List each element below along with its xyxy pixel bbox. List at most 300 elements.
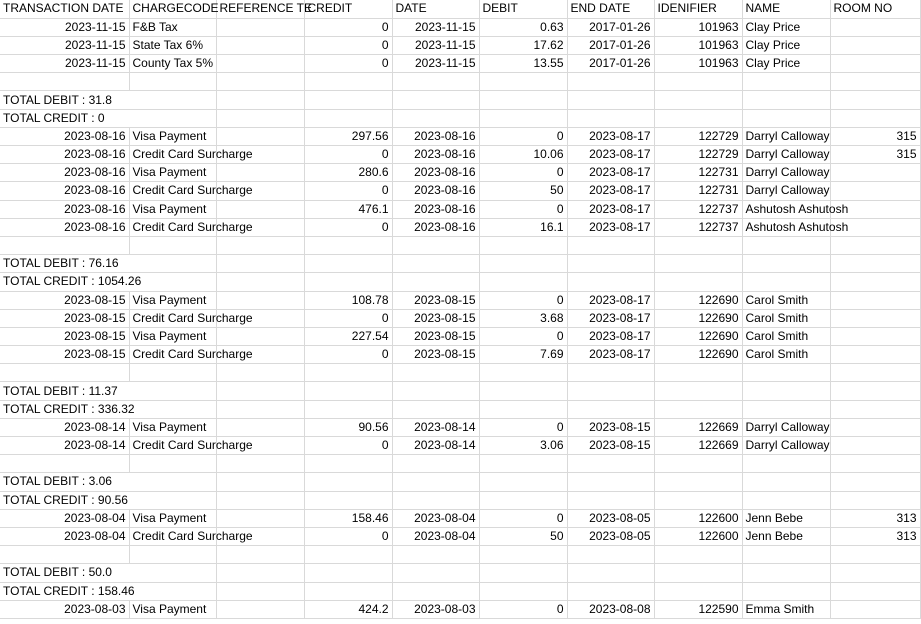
empty-cell[interactable] [479,255,567,273]
cell-name[interactable]: Darryl Calloway [742,164,830,182]
cell-credit[interactable]: 0 [304,55,392,73]
total-label[interactable]: TOTAL CREDIT : 336.32 [0,400,129,418]
cell-room-no[interactable]: 313 [830,527,920,545]
cell-credit[interactable]: 108.78 [304,291,392,309]
cell-transaction-date[interactable]: 2023-08-03 [0,600,129,618]
cell-chargecode[interactable]: State Tax 6% [129,36,216,54]
cell-identifier[interactable]: 122729 [654,146,742,164]
cell-transaction-date[interactable]: 2023-08-16 [0,218,129,236]
cell-credit[interactable]: 0 [304,218,392,236]
empty-cell[interactable] [479,546,567,564]
cell-identifier[interactable]: 122690 [654,309,742,327]
empty-cell[interactable] [392,400,479,418]
cell-chargecode[interactable]: F&B Tax [129,18,216,36]
cell-debit[interactable]: 0 [479,200,567,218]
empty-cell[interactable] [0,236,129,254]
empty-cell[interactable] [567,236,654,254]
empty-cell[interactable] [830,236,920,254]
cell-debit[interactable]: 7.69 [479,346,567,364]
empty-cell[interactable] [129,364,216,382]
header-cell-transaction-date[interactable]: TRANSACTION DATE [0,0,129,18]
cell-name[interactable]: Ashutosh Ashutosh [742,218,830,236]
cell-debit[interactable]: 3.06 [479,437,567,455]
cell-name[interactable]: Darryl Calloway [742,127,830,145]
cell-debit[interactable]: 0 [479,418,567,436]
empty-cell[interactable] [0,455,129,473]
total-label[interactable]: TOTAL CREDIT : 1054.26 [0,273,129,291]
empty-cell[interactable] [304,382,392,400]
empty-cell[interactable] [742,364,830,382]
cell-room-no[interactable] [830,55,920,73]
empty-cell[interactable] [567,473,654,491]
cell-debit[interactable]: 0.63 [479,18,567,36]
empty-cell[interactable] [129,91,216,109]
empty-cell[interactable] [654,255,742,273]
cell-room-no[interactable] [830,327,920,345]
header-cell-date[interactable]: DATE [392,0,479,18]
empty-cell[interactable] [392,255,479,273]
cell-debit[interactable]: 3.68 [479,309,567,327]
empty-cell[interactable] [304,255,392,273]
empty-cell[interactable] [479,473,567,491]
empty-cell[interactable] [742,455,830,473]
cell-chargecode[interactable]: Visa Payment [129,600,216,618]
cell-debit[interactable]: 16.1 [479,218,567,236]
empty-cell[interactable] [654,455,742,473]
cell-end-date[interactable]: 2023-08-08 [567,600,654,618]
cell-end-date[interactable]: 2023-08-17 [567,164,654,182]
cell-debit[interactable]: 50 [479,182,567,200]
empty-cell[interactable] [742,491,830,509]
empty-cell[interactable] [304,400,392,418]
empty-cell[interactable] [654,91,742,109]
cell-credit[interactable]: 0 [304,18,392,36]
cell-end-date[interactable]: 2023-08-17 [567,218,654,236]
empty-cell[interactable] [654,564,742,582]
empty-cell[interactable] [830,91,920,109]
empty-cell[interactable] [479,400,567,418]
cell-debit[interactable]: 0 [479,127,567,145]
empty-cell[interactable] [479,109,567,127]
cell-end-date[interactable]: 2023-08-17 [567,182,654,200]
cell-end-date[interactable]: 2023-08-17 [567,127,654,145]
cell-name[interactable]: Carol Smith [742,346,830,364]
empty-cell[interactable] [654,109,742,127]
empty-cell[interactable] [392,382,479,400]
empty-cell[interactable] [0,364,129,382]
cell-credit[interactable]: 227.54 [304,327,392,345]
cell-room-no[interactable]: 315 [830,146,920,164]
empty-cell[interactable] [216,455,304,473]
empty-cell[interactable] [392,364,479,382]
empty-cell[interactable] [392,91,479,109]
cell-date[interactable]: 2023-08-04 [392,527,479,545]
cell-name[interactable]: Jenn Bebe [742,527,830,545]
cell-debit[interactable]: 17.62 [479,36,567,54]
header-cell-credit[interactable]: CREDIT [304,0,392,18]
empty-cell[interactable] [304,564,392,582]
empty-cell[interactable] [830,109,920,127]
header-cell-debit[interactable]: DEBIT [479,0,567,18]
cell-chargecode[interactable]: Visa Payment [129,164,216,182]
cell-reference[interactable] [216,36,304,54]
cell-debit[interactable]: 0 [479,600,567,618]
empty-cell[interactable] [216,73,304,91]
empty-cell[interactable] [129,236,216,254]
cell-end-date[interactable]: 2023-08-17 [567,346,654,364]
cell-end-date[interactable]: 2023-08-17 [567,309,654,327]
cell-room-no[interactable]: 313 [830,509,920,527]
empty-cell[interactable] [479,455,567,473]
cell-transaction-date[interactable]: 2023-08-16 [0,182,129,200]
cell-transaction-date[interactable]: 2023-08-04 [0,509,129,527]
cell-room-no[interactable]: 315 [830,127,920,145]
cell-identifier[interactable]: 122600 [654,509,742,527]
empty-cell[interactable] [742,109,830,127]
empty-cell[interactable] [742,73,830,91]
empty-cell[interactable] [304,364,392,382]
cell-reference[interactable] [216,291,304,309]
empty-cell[interactable] [129,382,216,400]
cell-date[interactable]: 2023-08-03 [392,600,479,618]
empty-cell[interactable] [830,455,920,473]
cell-transaction-date[interactable]: 2023-08-16 [0,146,129,164]
empty-cell[interactable] [304,582,392,600]
empty-cell[interactable] [129,273,216,291]
cell-identifier[interactable]: 122690 [654,327,742,345]
empty-cell[interactable] [830,582,920,600]
cell-end-date[interactable]: 2023-08-17 [567,146,654,164]
cell-end-date[interactable]: 2023-08-05 [567,509,654,527]
cell-identifier[interactable]: 101963 [654,36,742,54]
cell-chargecode[interactable]: Visa Payment [129,509,216,527]
cell-end-date[interactable]: 2023-08-17 [567,200,654,218]
cell-room-no[interactable] [830,36,920,54]
cell-name[interactable]: Emma Smith [742,600,830,618]
total-label[interactable]: TOTAL CREDIT : 90.56 [0,491,129,509]
empty-cell[interactable] [129,455,216,473]
cell-end-date[interactable]: 2023-08-17 [567,291,654,309]
cell-name[interactable]: Clay Price [742,36,830,54]
empty-cell[interactable] [216,491,304,509]
cell-date[interactable]: 2023-08-14 [392,437,479,455]
empty-cell[interactable] [216,564,304,582]
empty-cell[interactable] [304,491,392,509]
empty-cell[interactable] [304,109,392,127]
cell-end-date[interactable]: 2023-08-15 [567,437,654,455]
cell-chargecode[interactable]: Visa Payment [129,327,216,345]
cell-chargecode[interactable]: Credit Card Surcharge [129,309,216,327]
empty-cell[interactable] [830,400,920,418]
cell-end-date[interactable]: 2023-08-05 [567,527,654,545]
empty-cell[interactable] [216,400,304,418]
empty-cell[interactable] [392,109,479,127]
empty-cell[interactable] [567,255,654,273]
empty-cell[interactable] [742,400,830,418]
empty-cell[interactable] [830,564,920,582]
empty-cell[interactable] [830,273,920,291]
cell-end-date[interactable]: 2017-01-26 [567,36,654,54]
cell-transaction-date[interactable]: 2023-08-14 [0,418,129,436]
cell-debit[interactable]: 0 [479,164,567,182]
total-label[interactable]: TOTAL DEBIT : 50.0 [0,564,129,582]
total-label[interactable]: TOTAL DEBIT : 31.8 [0,91,129,109]
cell-identifier[interactable]: 122669 [654,437,742,455]
empty-cell[interactable] [742,255,830,273]
empty-cell[interactable] [129,109,216,127]
cell-room-no[interactable] [830,291,920,309]
cell-transaction-date[interactable]: 2023-08-16 [0,127,129,145]
empty-cell[interactable] [304,236,392,254]
header-cell-reference-te[interactable]: REFERENCE TE [216,0,304,18]
empty-cell[interactable] [216,255,304,273]
cell-chargecode[interactable]: Credit Card Surcharge [129,182,216,200]
cell-chargecode[interactable]: Credit Card Surcharge [129,437,216,455]
cell-name[interactable]: Darryl Calloway [742,437,830,455]
cell-date[interactable]: 2023-11-15 [392,36,479,54]
cell-room-no[interactable] [830,18,920,36]
empty-cell[interactable] [392,564,479,582]
cell-chargecode[interactable]: Credit Card Surcharge [129,218,216,236]
cell-transaction-date[interactable]: 2023-08-15 [0,291,129,309]
empty-cell[interactable] [742,546,830,564]
cell-credit[interactable]: 280.6 [304,164,392,182]
cell-reference[interactable] [216,509,304,527]
empty-cell[interactable] [0,73,129,91]
empty-cell[interactable] [567,273,654,291]
empty-cell[interactable] [216,382,304,400]
cell-reference[interactable] [216,127,304,145]
empty-cell[interactable] [742,236,830,254]
empty-cell[interactable] [392,582,479,600]
empty-cell[interactable] [567,73,654,91]
empty-cell[interactable] [830,364,920,382]
empty-cell[interactable] [392,73,479,91]
empty-cell[interactable] [742,582,830,600]
header-cell-end-date[interactable]: END DATE [567,0,654,18]
empty-cell[interactable] [216,273,304,291]
cell-chargecode[interactable]: Credit Card Surcharge [129,146,216,164]
cell-date[interactable]: 2023-08-16 [392,182,479,200]
empty-cell[interactable] [129,546,216,564]
empty-cell[interactable] [129,400,216,418]
cell-name[interactable]: Darryl Calloway [742,146,830,164]
cell-date[interactable]: 2023-08-16 [392,218,479,236]
cell-date[interactable]: 2023-11-15 [392,18,479,36]
cell-chargecode[interactable]: Visa Payment [129,200,216,218]
cell-room-no[interactable] [830,164,920,182]
empty-cell[interactable] [129,473,216,491]
cell-reference[interactable] [216,18,304,36]
cell-transaction-date[interactable]: 2023-11-15 [0,36,129,54]
cell-name[interactable]: Jenn Bebe [742,509,830,527]
empty-cell[interactable] [304,455,392,473]
empty-cell[interactable] [830,255,920,273]
cell-date[interactable]: 2023-08-15 [392,291,479,309]
empty-cell[interactable] [216,236,304,254]
cell-chargecode[interactable]: Credit Card Surcharge [129,346,216,364]
empty-cell[interactable] [479,91,567,109]
cell-end-date[interactable]: 2023-08-15 [567,418,654,436]
cell-transaction-date[interactable]: 2023-08-15 [0,346,129,364]
cell-credit[interactable]: 0 [304,437,392,455]
cell-transaction-date[interactable]: 2023-08-16 [0,164,129,182]
total-label[interactable]: TOTAL DEBIT : 3.06 [0,473,129,491]
cell-transaction-date[interactable]: 2023-08-16 [0,200,129,218]
cell-chargecode[interactable]: Visa Payment [129,127,216,145]
cell-name[interactable]: Ashutosh Ashutosh [742,200,830,218]
cell-debit[interactable]: 13.55 [479,55,567,73]
empty-cell[interactable] [567,582,654,600]
cell-credit[interactable]: 90.56 [304,418,392,436]
empty-cell[interactable] [392,546,479,564]
cell-room-no[interactable] [830,309,920,327]
cell-transaction-date[interactable]: 2023-11-15 [0,18,129,36]
empty-cell[interactable] [392,273,479,291]
empty-cell[interactable] [654,546,742,564]
cell-identifier[interactable]: 122600 [654,527,742,545]
empty-cell[interactable] [304,73,392,91]
empty-cell[interactable] [654,582,742,600]
cell-identifier[interactable]: 122731 [654,182,742,200]
empty-cell[interactable] [567,109,654,127]
empty-cell[interactable] [216,91,304,109]
cell-transaction-date[interactable]: 2023-11-15 [0,55,129,73]
empty-cell[interactable] [830,382,920,400]
cell-chargecode[interactable]: Visa Payment [129,418,216,436]
cell-debit[interactable]: 10.06 [479,146,567,164]
cell-room-no[interactable] [830,418,920,436]
empty-cell[interactable] [216,109,304,127]
cell-identifier[interactable]: 101963 [654,55,742,73]
total-label[interactable]: TOTAL CREDIT : 158.46 [0,582,129,600]
cell-name[interactable]: Clay Price [742,55,830,73]
empty-cell[interactable] [654,491,742,509]
cell-debit[interactable]: 0 [479,327,567,345]
cell-name[interactable]: Carol Smith [742,327,830,345]
empty-cell[interactable] [479,364,567,382]
cell-debit[interactable]: 0 [479,291,567,309]
empty-cell[interactable] [567,455,654,473]
cell-credit[interactable]: 0 [304,309,392,327]
empty-cell[interactable] [479,382,567,400]
cell-debit[interactable]: 50 [479,527,567,545]
cell-room-no[interactable] [830,600,920,618]
cell-chargecode[interactable]: Credit Card Surcharge [129,527,216,545]
cell-credit[interactable]: 0 [304,182,392,200]
empty-cell[interactable] [742,564,830,582]
cell-reference[interactable] [216,200,304,218]
empty-cell[interactable] [567,382,654,400]
cell-identifier[interactable]: 101963 [654,18,742,36]
cell-room-no[interactable] [830,182,920,200]
empty-cell[interactable] [742,382,830,400]
cell-transaction-date[interactable]: 2023-08-04 [0,527,129,545]
cell-name[interactable]: Darryl Calloway [742,182,830,200]
cell-name[interactable]: Clay Price [742,18,830,36]
cell-transaction-date[interactable]: 2023-08-15 [0,309,129,327]
empty-cell[interactable] [742,473,830,491]
cell-reference[interactable] [216,600,304,618]
cell-end-date[interactable]: 2017-01-26 [567,55,654,73]
cell-date[interactable]: 2023-08-14 [392,418,479,436]
cell-name[interactable]: Darryl Calloway [742,418,830,436]
cell-name[interactable]: Carol Smith [742,309,830,327]
empty-cell[interactable] [479,273,567,291]
empty-cell[interactable] [567,364,654,382]
cell-reference[interactable] [216,55,304,73]
empty-cell[interactable] [830,491,920,509]
cell-transaction-date[interactable]: 2023-08-14 [0,437,129,455]
empty-cell[interactable] [216,546,304,564]
empty-cell[interactable] [567,91,654,109]
empty-cell[interactable] [479,73,567,91]
cell-end-date[interactable]: 2023-08-17 [567,327,654,345]
empty-cell[interactable] [304,273,392,291]
empty-cell[interactable] [392,455,479,473]
empty-cell[interactable] [654,473,742,491]
cell-identifier[interactable]: 122690 [654,291,742,309]
empty-cell[interactable] [654,400,742,418]
cell-identifier[interactable]: 122737 [654,218,742,236]
cell-identifier[interactable]: 122590 [654,600,742,618]
empty-cell[interactable] [830,546,920,564]
cell-identifier[interactable]: 122737 [654,200,742,218]
empty-cell[interactable] [129,564,216,582]
empty-cell[interactable] [392,473,479,491]
cell-credit[interactable]: 297.56 [304,127,392,145]
total-label[interactable]: TOTAL DEBIT : 76.16 [0,255,129,273]
empty-cell[interactable] [479,236,567,254]
cell-credit[interactable]: 0 [304,527,392,545]
cell-date[interactable]: 2023-08-16 [392,200,479,218]
empty-cell[interactable] [304,91,392,109]
cell-debit[interactable]: 0 [479,509,567,527]
empty-cell[interactable] [742,91,830,109]
cell-credit[interactable]: 424.2 [304,600,392,618]
empty-cell[interactable] [304,546,392,564]
cell-date[interactable]: 2023-08-15 [392,309,479,327]
cell-room-no[interactable] [830,346,920,364]
empty-cell[interactable] [567,546,654,564]
empty-cell[interactable] [392,491,479,509]
header-cell-room-no[interactable]: ROOM NO [830,0,920,18]
empty-cell[interactable] [567,491,654,509]
cell-date[interactable]: 2023-08-15 [392,327,479,345]
empty-cell[interactable] [654,236,742,254]
cell-reference[interactable] [216,327,304,345]
header-cell-chargecode[interactable]: CHARGECODE [129,0,216,18]
cell-credit[interactable]: 0 [304,146,392,164]
cell-chargecode[interactable]: Visa Payment [129,291,216,309]
empty-cell[interactable] [479,564,567,582]
empty-cell[interactable] [654,73,742,91]
empty-cell[interactable] [654,273,742,291]
empty-cell[interactable] [129,73,216,91]
header-cell-idenifier[interactable]: IDENIFIER [654,0,742,18]
cell-date[interactable]: 2023-08-16 [392,127,479,145]
empty-cell[interactable] [479,582,567,600]
empty-cell[interactable] [567,564,654,582]
cell-transaction-date[interactable]: 2023-08-15 [0,327,129,345]
cell-date[interactable]: 2023-11-15 [392,55,479,73]
empty-cell[interactable] [830,473,920,491]
empty-cell[interactable] [304,473,392,491]
cell-date[interactable]: 2023-08-16 [392,146,479,164]
empty-cell[interactable] [129,582,216,600]
cell-date[interactable]: 2023-08-16 [392,164,479,182]
empty-cell[interactable] [742,273,830,291]
